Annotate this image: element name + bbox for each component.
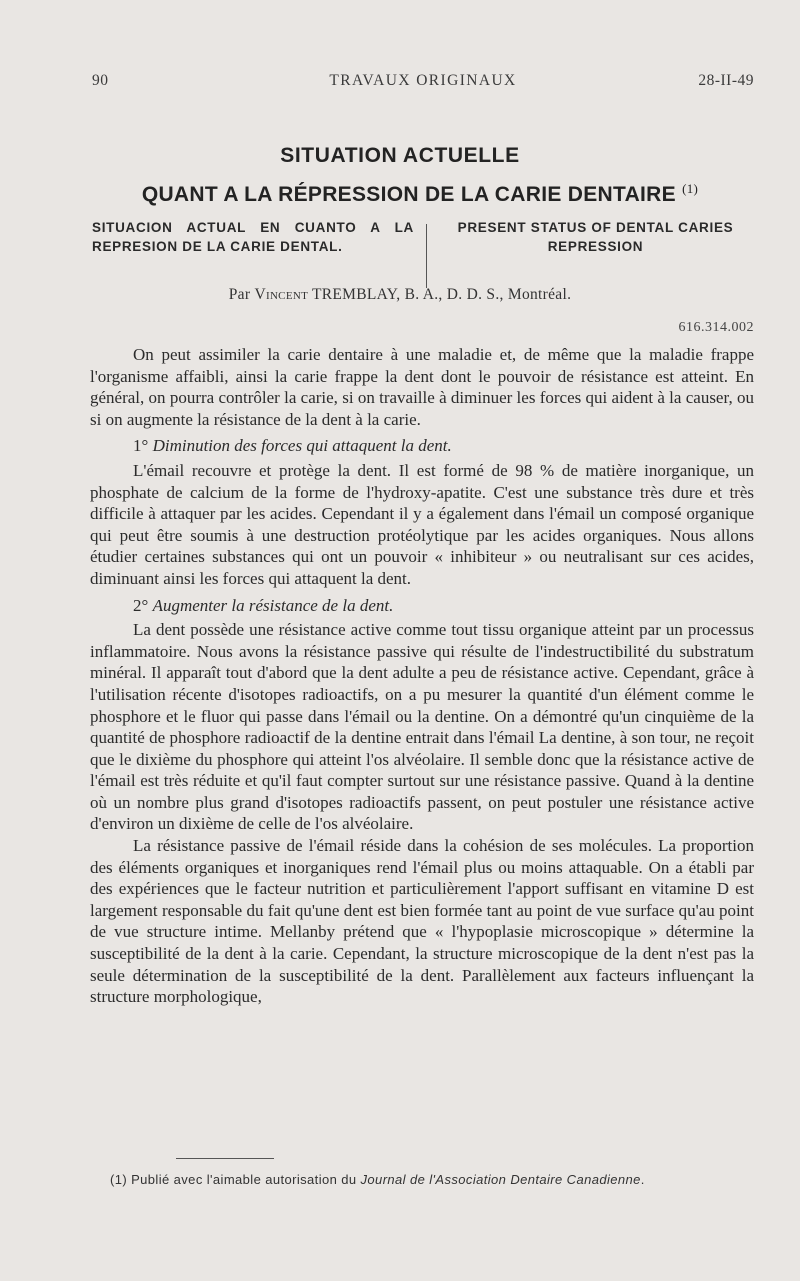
paragraph-enamel: L'émail recouvre et protège la dent. Il est formé de 98 % de matière inorganique, un phosphate de calcium de la forme de l'hydroxy-apatite. C'est une substance très dure et très difficile à attaquer par les acides. Cependant il y a également dans l'émail un composé organique qui peut être soumis à une destruction protéolytique par les acides organiques. Nous allons étudier certaines substances qui ont un pouvoir « inhibiteur » ou neutralisant sur ces acides, diminuant ainsi les forces qui attaquent la dent. (90, 460, 754, 588)
article-title-line2 (90, 181, 750, 207)
article-body (90, 344, 754, 1008)
paragraph-active-resistance: La dent possède une résistance active comme tout tissu organique atteint par un processus inflammatoire. Nous avons la résistance passive qui résulte de l'indestructibilité du substratum minéral. Il apparaît tout d'abord que la dent adulte a peu de résistance active. Cependant, grâce à l'utilisation récente d'isotopes radioactifs, on a pu mesurer la quantité d'un élément comme le phosphore et le fluor qui passe dans l'émail ou la dentine. On a démontré qu'un cinquième de la quantité de phosphore radioactif de la dentine entrait dans l'émail La dentine, à son tour, ne reçoit que le dixième du phosphore qui atteint l'os alvéolaire. Il semble donc que la résistance active de l'émail est très réduite et qu'il faut compter surtout sur une résistance passive. Quand à la dentine où un nombre plus grand d'isotopes radioactifs passent, on peut postuler une résistance active d'environ un dixième de celle de l'os alvéolaire. (90, 620, 754, 834)
footnote-rule (176, 1158, 274, 1159)
byline-prefix: Par (228, 286, 255, 303)
title-divider (426, 224, 427, 288)
page-number: 90 (92, 72, 109, 89)
author-details: TREMBLAY, B. A., D. D. S., Montréal. (308, 286, 572, 303)
footnote-end: . (640, 1172, 645, 1187)
translated-titles (92, 218, 754, 278)
footnote-reference[interactable]: (1) (682, 181, 699, 196)
footnote (90, 1171, 754, 1189)
issue-date: 28-II-49 (698, 72, 754, 89)
footnote-text: Publié avec l'aimable autorisation du (127, 1172, 361, 1187)
footnote-marker: (1) (110, 1172, 128, 1187)
paragraph-intro: On peut assimiler la carie dentaire à une maladie et, de même que la maladie frappe l'organisme affaibli, ainsi la carie frappe la dent dont le pouvoir de résistance est atteint. En général, on pourra contrôler la carie, si on travaille à diminuer les forces qui aident à la causer, ou si on augmente la résistance de la dent à la carie. (90, 345, 754, 429)
section-heading-1 (90, 435, 754, 457)
paragraph-passive-resistance: La résistance passive de l'émail réside dans la cohésion de ses molécules. La proportion des éléments organiques et inorganiques rend l'émail plus ou moins attaquable. On a établi par des expériences que le facteur nutrition et particulièrement l'apport suffisant en vitamine D est largement responsable du fait qu'une dent est bien formée tant au point de vue surface qu'au point de vue structure intime. Mellanby prétend que « l'hypoplasie microscopique » détermine la susceptibilité de la dent à la carie. Cependant, la structure microscopique de la dent n'est pas la seule détermination de la susceptibilité de la dent. Parallèlement aux facteurs influençant la structure morphologique, (90, 836, 754, 1007)
classification-code: 616.314.002 (678, 320, 754, 335)
section-title-2: Augmenter la résistance de la dent. (152, 595, 394, 615)
section-title-1: Diminution des forces qui attaquent la dent. (152, 436, 452, 456)
article-title-line1: SITUATION ACTUELLE (280, 144, 520, 167)
author-byline (0, 286, 800, 304)
section-number-2: 2° (133, 595, 153, 615)
running-title: TRAVAUX ORIGINAUX (329, 72, 517, 89)
spanish-title: SITUACION ACTUAL EN CUANTO A LA REPRESION DE LA CARIE DENTAL. (92, 220, 414, 254)
english-title: PRESENT STATUS OF DENTAL CARIES REPRESSION (457, 220, 734, 254)
author-first-name: Vincent (254, 286, 309, 303)
section-heading-2 (90, 595, 754, 617)
article-title-line2-text: QUANT A LA RÉPRESSION DE LA CARIE DENTAIRE (141, 183, 676, 206)
footnote-journal: Journal de l'Association Dentaire Canadienne (360, 1172, 641, 1187)
section-number-1: 1° (133, 436, 153, 456)
